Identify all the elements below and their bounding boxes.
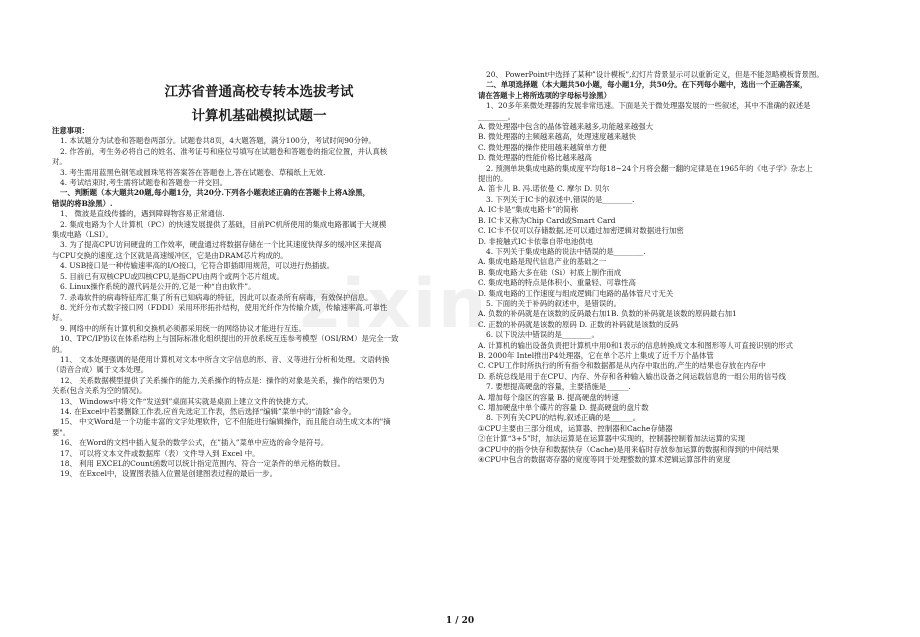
text-line: （语音合成）属于文本处理。 xyxy=(52,365,149,375)
text-line: 2. 作答前，考生务必将自己的姓名、准考证号和座位号填写在试题卷和答题卷的指定位置，并认真核 xyxy=(60,146,388,156)
text-line: 1. 本试题分为试卷和答题卷两部分。试题卷共8页，4大题答题，满分100分，考试时间90分钟。 xyxy=(60,136,376,146)
text-line: 与CPU交换的速度,这个区就是高速缓冲区，它是由DRAM芯片构成的。 xyxy=(52,250,288,260)
text-line: 1、 微波是直线传播的，遇到障碍物容易正常通信. xyxy=(60,209,225,219)
text-line: 20、 PowerPoint中选择了某种”设计模板”,幻灯片背景显示可以重新定义，但是不能忽略模板背景图。 xyxy=(486,70,824,79)
text-line: 好。 xyxy=(52,313,67,323)
text-line: ________。 xyxy=(478,111,515,121)
text-line: 4. 下列关于集成电路的说法中错误的是________. xyxy=(486,246,646,256)
text-line: 5. 目前已有双核CPU或四核CPU,是指CPU由两个或两个芯片组成。 xyxy=(60,271,284,281)
text-line: 错误的将B涂黑）. xyxy=(52,198,113,208)
text-line: A. 计算机的输出设备负责把计算机中用0和1表示的信息转换成文本和图形等人可直接识别的形式 xyxy=(478,340,794,350)
text-line: 1、20多年来微处理器的发展非常迅速。下面是关于微处理器发展的一些叙述，其中不准确的叙述是 xyxy=(486,101,811,111)
left-column xyxy=(52,126,466,480)
text-line: 注意事项： xyxy=(52,126,89,135)
right-column xyxy=(478,70,900,465)
text-line: A. IC卡是“集成电路卡”的简称 xyxy=(478,205,579,215)
text-line: 二、单项选择题（本大题共50小题，每小题1分，共50分。在下列每小题中，选出一个正确答案， xyxy=(486,80,808,90)
text-line: 一、判断题（本大题共20题,每小题1分，共20分.下列各小题表述正确的在答题卡上将A涂黑， xyxy=(60,188,371,198)
text-line: 17、 可以将文本文件或数据库（表）文件导入到 Excel 中。 xyxy=(60,448,260,458)
text-line: 7. 杀毒软件的病毒特征库汇集了所有已知病毒的特征，因此可以查杀所有病毒，有效保护信息。 xyxy=(60,292,373,302)
page-number: 1 / 20 xyxy=(445,616,475,626)
text-line: 13、 Windows中将文件“发送到”桌面其实就是桌面上建立文件的快捷方式。 xyxy=(60,396,313,406)
exam-subtitle: 计算机基础模拟试题一 xyxy=(191,108,327,124)
text-line: C. 正数的补码就是该数的原码 D. 正数的补码就是该数的反码 xyxy=(478,319,679,329)
text-line: 4. 考试结束时,考生需将试题卷和答题卷一并交回。 xyxy=(60,178,227,188)
text-line: ②在计算“3+5”时，加法运算是在运算器中实现的，控制器控制着加法运算的实现 xyxy=(478,434,746,444)
text-line: D. 微处理器的性能价格比越来越高 xyxy=(478,153,592,163)
text-line: 请在答题卡上将所选项的字母标号涂黑） xyxy=(478,90,612,100)
text-line: 的。 xyxy=(52,344,67,354)
text-line: 12、 关系数据模型提供了关系操作的能力,关系操作的特点是：操作的对象是关系，操作的结果仍为 xyxy=(60,375,385,385)
text-line: 2. 集成电路为个人计算机（PC）的快速发展提供了基础，目前PC机所使用的集成电路都属于大规模 xyxy=(60,219,387,229)
text-line: C. 微处理器的操作使用越来越简单方便 xyxy=(478,142,607,152)
text-line: 8. 下列有关CPU的结构,叙述正确的是______。 xyxy=(486,413,641,423)
watermark: zixin xyxy=(300,265,489,344)
text-line: 10、TPC/IP协议在体系结构上与国际标准化组织提出的开放系统互连参考模型（OSI/RM）是完全一致 xyxy=(60,334,399,344)
exam-title: 江苏省普通高校专转本选拔考试 xyxy=(164,84,354,100)
text-line: B. 集成电路大多在硅（Si）衬底上制作而成 xyxy=(478,267,622,277)
text-line: 5. 下面的关于补码的叙述中，是错误的。 xyxy=(486,298,622,308)
text-line: ①CPU主要由三部分组成，运算器、控制器和Cache存储器 xyxy=(478,423,673,433)
text-line: 6. 以下说法中错误的是________。 xyxy=(486,330,599,340)
text-line: 3. 为了提高CPU访问硬盘的工作效率，硬盘通过将数据存储在一个比其速度快得多的缓冲区来提高 xyxy=(60,240,382,250)
text-line: 9. 网络中的所有计算机和交换机必须都采用统一的网络协议才能进行互连。 xyxy=(60,323,306,333)
text-line: D. 非接触式IC卡依靠自带电池供电 xyxy=(478,236,594,246)
text-line: B. 微处理器的主频越来越高，处理速度越来越快 xyxy=(478,132,636,142)
text-line: B. IC卡又称为Chip Card或Smart Card xyxy=(478,215,616,225)
text-line: 19、 在Excel中，设置图表插入位置是创建图表过程的最后一步。 xyxy=(60,469,277,479)
text-line: 16、 在Word的文档中插入复杂的数学公式，在”插入”菜单中应选的命令是符号。 xyxy=(60,438,329,448)
text-line: 18、 利用 EXCEL的Count函数可以统计指定范围内、符合一定条件的单元格的数目。 xyxy=(60,459,345,468)
text-line: C. 集成电路的特点是体积小、重量轻、可靠性高 xyxy=(478,278,636,288)
text-line: C. 增加硬盘中单个碟片的容量 D. 提高硬盘的盘片数 xyxy=(478,403,649,412)
text-line: D. 集成电路的工作速度与组成逻辑门电路的晶体管尺寸无关 xyxy=(478,288,674,298)
text-line: ③CPU中的指令快存和数据快存（Cache)是用来临时存放参加运算的数据和得到的中间结果 xyxy=(478,444,779,454)
text-line: A. 增加每个扇区的容量 B. 提高硬盘的转速 xyxy=(478,392,619,402)
text-line: 提出的。 xyxy=(478,174,508,184)
text-line: 7. 要想提高硬盘的容量，主要措施是______. xyxy=(486,382,631,392)
text-line: ④CPU中包含的数据寄存器的宽度等同于处理整数的算术逻辑运算部件的宽度 xyxy=(478,455,731,465)
text-line: C. IC卡不仅可以存储数据,还可以通过加密逻辑对数据进行加密 xyxy=(478,226,684,236)
text-line: B. 2000年 Intel推出P4处理器，它在单个芯片上集成了近千万个晶体管 xyxy=(478,350,714,360)
text-line: 4. USB接口是一种传输速率高的I/O接口，它符合即插即用规范，可以进行热插拔。 xyxy=(60,261,335,271)
text-line: 关系(包含关系为空的情况)。 xyxy=(52,386,147,396)
text-line: A. 微处理器中包含的晶体管越来越多,功能越来越强大 xyxy=(478,122,653,132)
text-line: 8. 光纤分布式数字接口网（FDDI）采用环形拓扑结构，使用光纤作为传输介质，传输速率高,可靠性 xyxy=(60,302,388,312)
text-line: A. 负数的补码就是在该数的反码最右加1B. 负数的补码就是该数的原码最右加1 xyxy=(478,309,737,319)
text-line: 要"。 xyxy=(52,427,71,437)
text-line: 6. Linux操作系统的源代码是公开的,它是一种“自由软件”。 xyxy=(60,282,256,292)
text-line: 对。 xyxy=(52,157,67,167)
text-line: 14. 在Excel中若要删除工作表,应首先选定工作表，然后选择“编辑”菜单中的“清除”命令。 xyxy=(60,406,356,416)
text-line: D. 系统总线是用于在CPU、内存、外存和各种输入输出设备之间运载信息的一组公用的信号线 xyxy=(478,371,786,381)
text-line: 3. 下列关于IC卡的叙述中,错误的是________. xyxy=(486,194,635,204)
text-line: 集成电路（LSI）。 xyxy=(52,230,113,240)
text-line: 3. 考生需用蓝黑色钢笔或圆珠笔将答案答在答题卷上,答在试题卷、草稿纸上无效. xyxy=(60,167,326,177)
text-line: 2. 预测单块集成电路的集成度平均每18~24个月将会翻一翻的定律是在1965年的《电子学》杂志上 xyxy=(486,163,813,173)
text-line: 11、 文本处理强调的是使用计算机对文本中所含文字信息的形、音、义等进行分析和处理。文语转换 xyxy=(60,354,390,364)
text-line: A. 笛卡儿 B. 冯.诺依曼 C. 摩尔 D. 贝尔 xyxy=(478,184,610,194)
text-line: A. 集成电路是现代信息产业的基础之一 xyxy=(478,257,607,267)
text-line: 15、 中文Word是一个功能丰富的文字处理软件，它不但能进行编辑操作，而且能自动生成文本的"摘 xyxy=(60,417,391,427)
text-line: C. CPU工作时所执行的所有指令和数据都是从内存中取出的,产生的结果也存放在内存中 xyxy=(478,361,766,371)
